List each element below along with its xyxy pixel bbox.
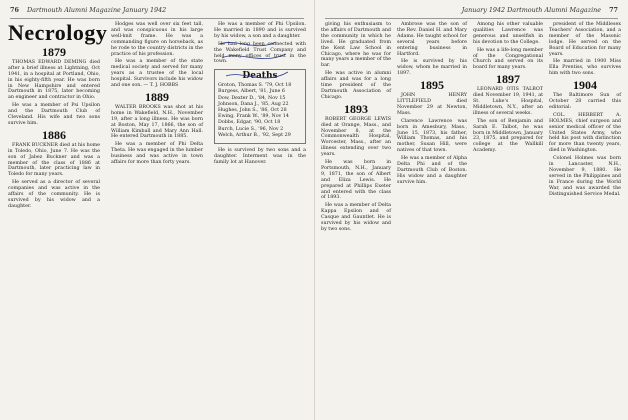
death-entry: Ewing, Frank W., '89, Nov 14	[218, 114, 289, 120]
obituary-paragraph: He was a life-long member of the Congregational Church and served on its board for many years.	[473, 47, 543, 71]
obituary-paragraph: Ambrose was the son of the Rev. Daniel H. and Mary Adams. He taught school for several years before entering business in Hartford.	[397, 22, 467, 57]
left-running-head	[10, 6, 304, 19]
class-year-heading: 1886	[42, 127, 66, 142]
obituary-paragraph: president of the Middlesex Teachers' Association, and a member of the Masonic lodge. He served on the Board of Education for many years.	[549, 22, 621, 57]
obituary-paragraph: Among his other valuable qualities Lawrence was generous and unselfish in his devotion to the College.	[473, 22, 543, 45]
obituary-paragraph: He was a member of the state medical society and served for many years as a trustee of the local hospital. Survivors include his widow and one son. — T. J. HOBBS	[111, 59, 203, 89]
obituary-paragraph: THOMAS EDWARD DEMING died after a brief illness at Lightning, Oct 1941, in a hospital at Portland, Ohio, in his eighty-fifth year. He was born in New Hampshire and entered Dartmouth in 1875, later becoming an engineer and contractor in Ohio.	[8, 59, 100, 101]
death-entry: Johnson, Dana J., '85, Aug 22	[218, 101, 289, 107]
class-year-heading: 1897	[496, 72, 520, 87]
obituary-paragraph: Colonel Holmes was born in Lancaster, N.H., November 9, 1880. He served in the Philippines and in France during the World War, and was awarded the Distinguished Service Medal.	[549, 156, 621, 197]
obituary-paragraph: He was a member of Psi Upsilon and the Dartmouth Club of Cleveland. His wife and two sons survive him.	[8, 103, 100, 126]
right-column-3	[473, 22, 543, 156]
class-year-heading: 1879	[42, 45, 66, 59]
obituary-paragraph: He served as a director of several companies and was active in the affairs of the community. He is survived by his widow and a daughter.	[8, 180, 100, 209]
death-entry: Dobbs, Edgar, '90, Oct 18	[218, 120, 281, 126]
obituary-paragraph: LEONARD OTIS TALBOT died November 19, 1941, at St. Luke's Hospital, Middletown, N.Y., after an illness of several weeks.	[473, 87, 543, 116]
obituary-paragraph: He was a member of Alpha Delta Phi and of the Dartmouth Club of Boston. His widow and a daughter survive him.	[397, 156, 467, 185]
obituary-paragraph: He had long been connected with the Wakefield Trust Company and held many offices of trust in the town.	[214, 41, 306, 65]
class-year-heading: 1904	[573, 78, 597, 93]
obituary-paragraph: He was a member of Phi Delta Theta. He was engaged in the lumber business and was active in town affairs for more than forty years.	[111, 142, 203, 166]
obituary-paragraph: The Baltimore Sun of October 28 carried this editorial:	[549, 93, 621, 110]
left-running-title: Dartmouth Alumni Magazine January 1942	[26, 6, 167, 14]
death-entry: Welch, Arthur B., '92, Sept 29	[218, 132, 291, 138]
obituary-paragraph: FRANK BUCKNER died at his home in Toledo, Ohio, June 7. He was the son of Jabez Buckner and was a member of the class of 1886 at Dartmouth, later practicing law in Toledo for many years.	[8, 142, 100, 178]
right-column-2	[397, 22, 467, 188]
obituary-paragraph: The son of Benjamin and Sarah E. Talbot, he was born in Middletown, January 23, 1875, and prepared for college at the Wallkill Academy.	[473, 118, 543, 154]
obituary-paragraph: giving his enthusiasm to the affairs of Dartmouth and the community in which he lived. He graduated from the Kent Law School in Chicago, where he was for many years a member of the bar.	[321, 22, 391, 69]
left-page-number: 76	[10, 6, 19, 14]
right-column-1	[321, 22, 391, 235]
right-running-head	[325, 6, 618, 19]
obituary-paragraph: He was a member of Delta Kappa Epsilon and of Casque and Gauntlet. He is survived by his widow and by two sons.	[321, 203, 391, 232]
right-running-title: January 1942 Dartmouth Alumni Magazine	[461, 6, 602, 14]
death-entry: Hughes, John S., '86, Oct 28	[218, 108, 287, 114]
left-column-2	[111, 22, 203, 168]
obituary-paragraph: He is survived by his widow, whom he married in 1897.	[397, 59, 467, 77]
right-page-number: 77	[609, 6, 618, 14]
obituary-paragraph: WALTER BROOKS was shot at his home in Wakefield, N.H., November 19, after a long illness. He was born at Boston, May 17, 1866, the son of William Kimball and Mary Ann Hall. He entered Dartmouth in 1885.	[111, 104, 203, 140]
obituary-paragraph: ROBERT GEORGE LEWIS died at Orange, Mass., and November 8, at the Commonwealth Hospital, Worcester, Mass., after an illness extending over two years.	[321, 116, 391, 158]
right-page	[314, 0, 628, 420]
obituary-paragraph: He is survived by two sons and a daughter. Interment was in the family lot at Hanover.	[214, 148, 306, 165]
obituary-paragraph: He married in 1900 Miss Ella Prentiss, who survives him with two sons.	[549, 59, 621, 77]
obituary-paragraph: Clarence Lawrence was born in Amesbury, Mass., June 15, 1873, his father, William Thomas, and his mother, Susan Hill, were natives of that town.	[397, 118, 467, 154]
class-year-heading: 1893	[344, 101, 368, 116]
obituary-paragraph: He was born in Portsmouth, N.H., January 9, 1871, the son of Albert and Eliza Lewis. He prepared at Phillips Exeter and entered with the class of 1893.	[321, 160, 391, 201]
death-entry: Burch, Lucie S., '96, Nov 2	[218, 126, 284, 132]
obituary-paragraph: Hodges was well over six feet tall, and was conspicuous in his large well-knit frame. He was a commanding figure on horseback, as he rode to the country districts in the practice of his profession.	[111, 22, 203, 57]
necrology-title: Necrology	[8, 20, 108, 45]
deaths-list-box	[214, 69, 306, 144]
obituary-paragraph: He was active in alumni affairs and was for a long time president of the Dartmouth Association of Chicago.	[321, 71, 391, 100]
obituary-paragraph: COL. HERBERT A. HOLMES, chief surgeon and senior medical officer of the United States Army, who held his post with distinction for more than twenty years, died in Washington.	[549, 112, 621, 154]
death-entry: Burgess, Albert, '81, June 6	[218, 89, 285, 95]
deaths-heading: Deaths	[242, 71, 278, 82]
death-entry: Groton, Thomas S. '79, Oct 18	[218, 83, 292, 89]
death-entry: Dow, Dexter D., '84, Nov 15	[218, 95, 286, 101]
handwritten-annotation-mark	[216, 36, 296, 96]
obituary-paragraph: JOHN HENRY LITTLEFIELD died November 29 at Newton, Mass.	[397, 93, 467, 116]
left-column-1	[8, 20, 108, 212]
left-column-3	[214, 22, 306, 168]
obituary-paragraph: He was a member of Phi Upsilon. He married in 1890 and is survived by his widow, a son and a daughter.	[214, 22, 306, 39]
right-column-4	[549, 22, 621, 199]
class-year-heading: 1895	[420, 78, 444, 93]
class-year-heading: 1889	[145, 89, 169, 104]
